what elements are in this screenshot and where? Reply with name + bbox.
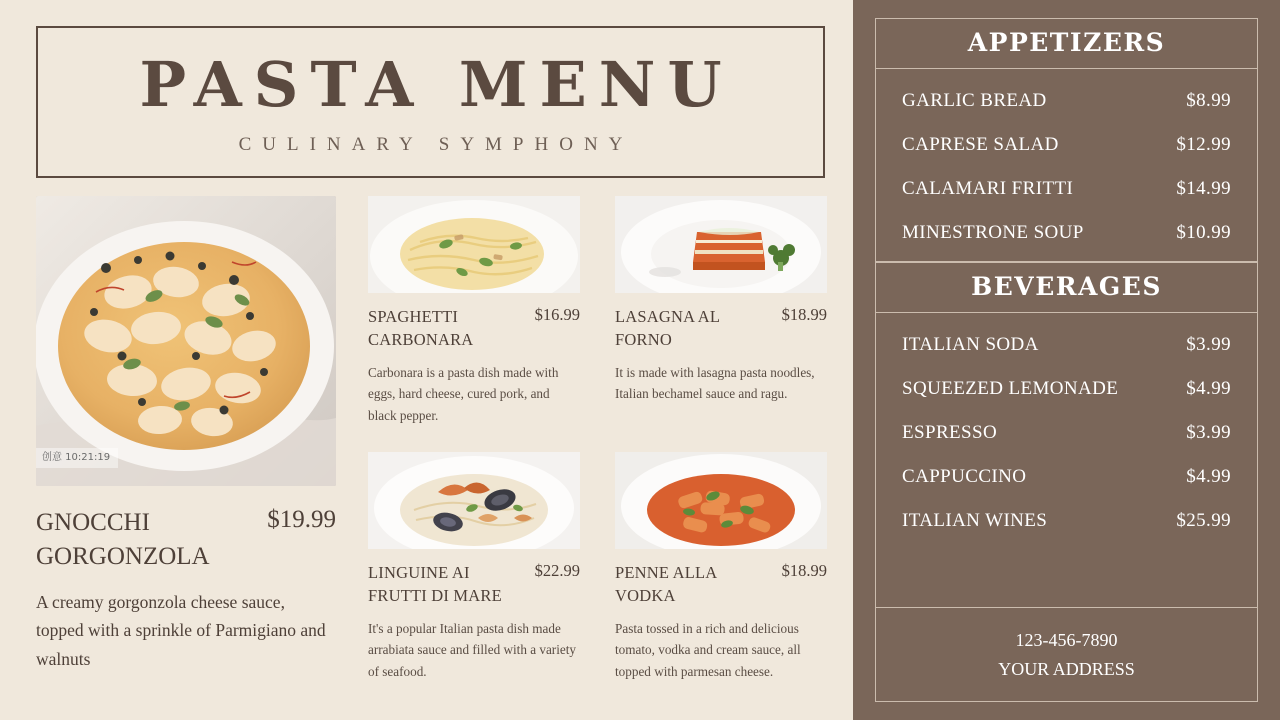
dish-name: LASAGNA AL FORNO [615,307,720,350]
item-name: SQUEEZED LEMONADE [902,377,1119,399]
item-price: $3.99 [1186,421,1231,443]
item-name: CALAMARI FRITTI [902,178,1074,199]
carbonara-illustration [368,196,580,293]
dish-heading [615,561,827,608]
dish-heading [368,561,580,608]
gnocchi-illustration [36,196,336,486]
item-price: $10.99 [1176,222,1231,243]
item-price: $12.99 [1176,134,1231,155]
item-price: $4.99 [1186,377,1231,399]
featured-dish-description: A creamy gorgonzola cheese sauce, topped with a sprinkle of Parmigiano and walnuts [36,591,326,670]
seafood-linguine-illustration [368,452,580,549]
sidebar-frame [875,18,1258,702]
dish-name: LINGUINE AI FRUTTI DI MARE [368,562,502,606]
beverages-list [876,313,1257,549]
dish-price: $16.99 [534,305,580,324]
featured-dish-name: GNOCCHI GORGONZOLA [36,509,210,570]
list-item [902,411,1231,455]
contact-block [876,607,1257,701]
dish-heading [368,305,580,352]
list-item [902,323,1231,367]
dish-description: Carbonara is a pasta dish made with eggs, hard cheese, cured pork, and black pepper. [368,364,559,423]
dish-description: It's a popular Italian pasta dish made arrabiata sauce and filled with a variety of seafood. [368,620,576,679]
phone-number: 123-456-7890 [1015,629,1118,650]
item-price: $14.99 [1176,178,1231,199]
appetizers-list [876,69,1257,261]
appetizers-heading: APPETIZERS [876,19,1257,69]
dish-card-linguine-ai-frutti-di-mare [368,452,580,682]
photo-watermark: 创意 10:21:19 [36,448,118,469]
item-name: ITALIAN SODA [902,333,1039,355]
dish-description: Pasta tossed in a rich and delicious tomato, vodka and cream sauce, all topped with parmesan cheese. [615,620,801,679]
spaghetti-carbonara-photo [368,196,580,293]
list-item [902,79,1231,123]
list-item [902,211,1231,255]
dish-card-lasagna-al-forno [615,196,827,426]
dish-price: $18.99 [781,560,827,580]
item-name: ESPRESSO [902,421,998,443]
item-price: $25.99 [1176,509,1231,531]
list-item [902,455,1231,499]
dish-name: PENNE ALLA VODKA [615,562,717,606]
item-name: MINESTRONE SOUP [902,222,1084,243]
dish-description: It is made with lasagna pasta noodles, Italian bechamel sauce and ragu. [615,364,815,402]
list-item [902,367,1231,411]
dishes-area [36,196,825,682]
page-title: PASTA MENU [139,48,734,121]
dish-price: $18.99 [781,305,827,324]
item-price: $8.99 [1186,90,1231,111]
list-item [902,167,1231,211]
sidebar-panel [853,0,1280,720]
list-item [902,499,1231,543]
penne-alla-vodka-photo [615,452,827,549]
item-price: $3.99 [1186,333,1231,355]
dish-card-spaghetti-carbonara [368,196,580,426]
linguine-ai-frutti-di-mare-photo [368,452,580,549]
featured-dish-heading [36,506,336,574]
lasagna-al-forno-photo [615,196,827,293]
dish-price: $22.99 [534,560,580,580]
dish-name: SPAGHETTI CARBONARA [368,307,474,350]
item-name: CAPPUCCINO [902,465,1027,487]
item-name: GARLIC BREAD [902,90,1047,111]
beverages-heading: BEVERAGES [876,263,1257,313]
lasagna-illustration [615,196,827,293]
dish-card-penne-alla-vodka [615,452,827,682]
dish-grid [368,196,827,682]
page-subtitle: CULINARY SYMPHONY [238,134,634,155]
item-name: ITALIAN WINES [902,509,1048,531]
featured-dish-price: $19.99 [267,506,336,533]
gnocchi-gorgonzola-photo [36,196,336,486]
title-block [36,26,825,178]
dish-heading [615,305,827,352]
list-item [902,123,1231,167]
penne-illustration [615,452,827,549]
item-price: $4.99 [1186,465,1231,487]
item-name: CAPRESE SALAD [902,134,1059,155]
address-line: YOUR ADDRESS [998,659,1135,680]
featured-dish [36,196,336,682]
